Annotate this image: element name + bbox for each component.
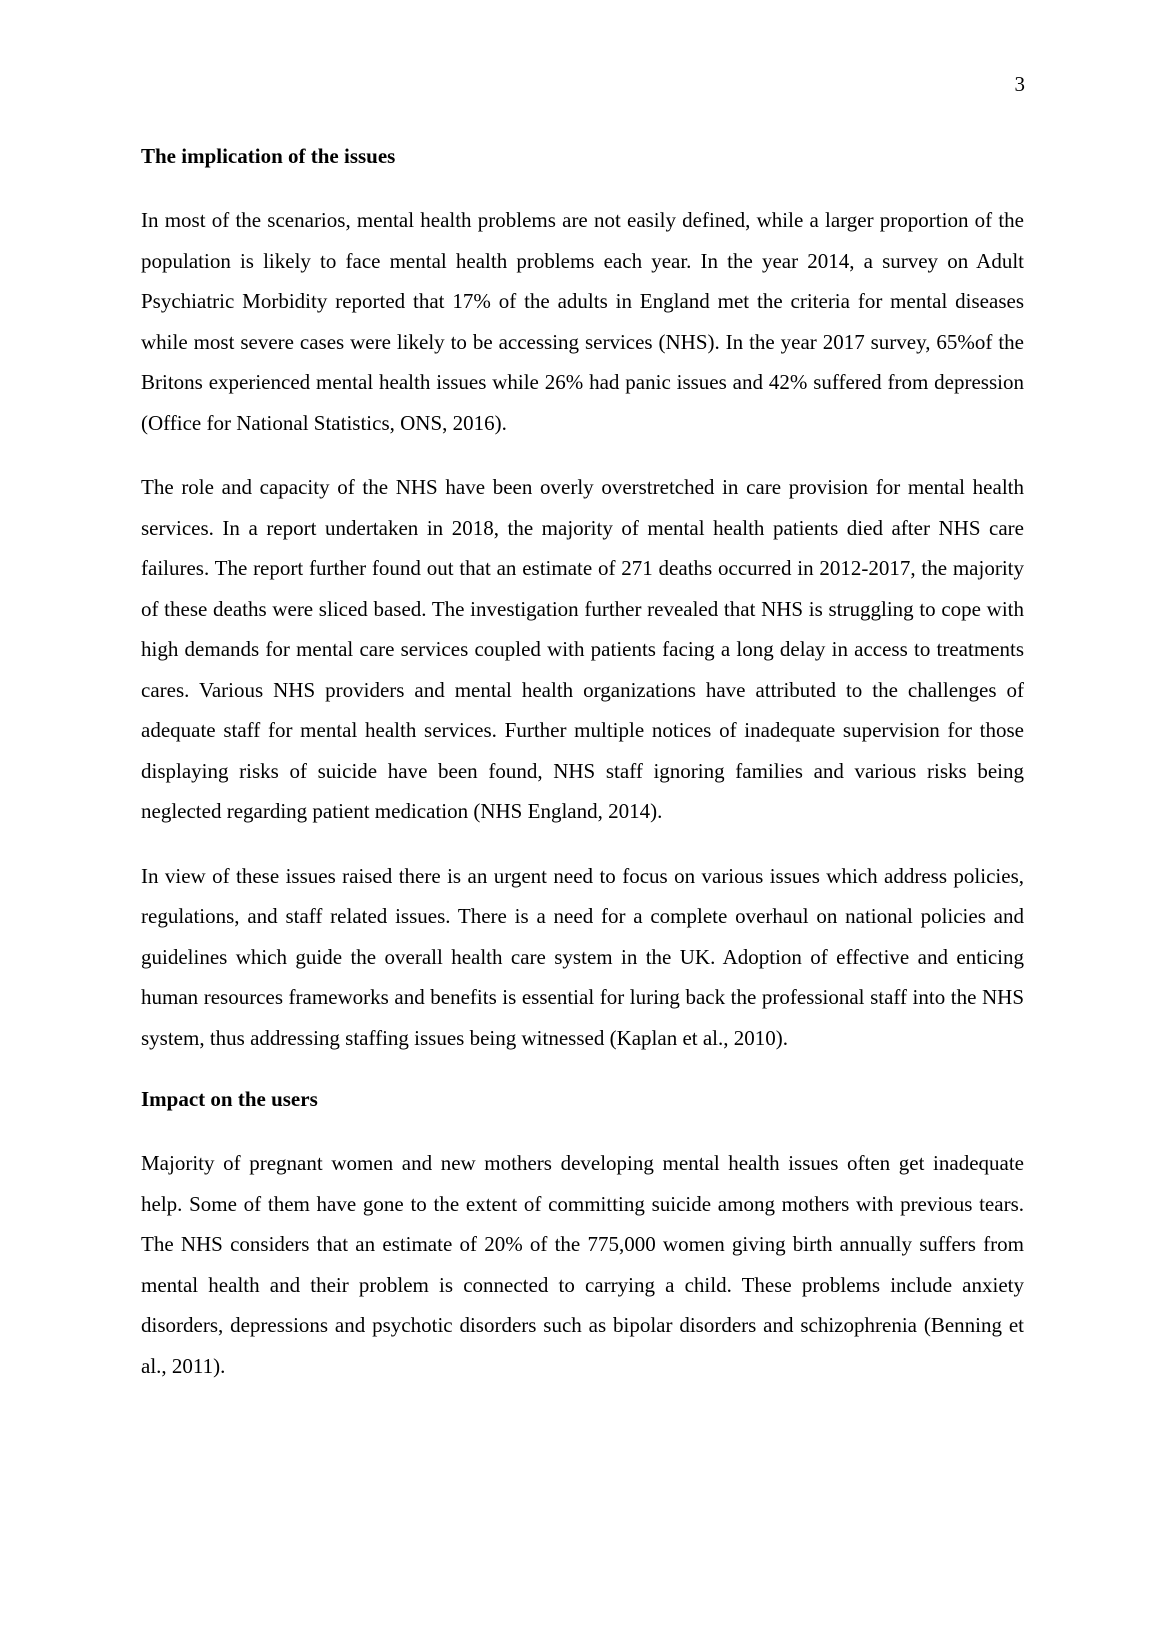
section-heading-implication: The implication of the issues <box>141 144 396 168</box>
section-heading-impact-users: Impact on the users <box>141 1087 318 1111</box>
paragraph-mental-health-prevalence: In most of the scenarios, mental health problems are not easily defined, while a larger proportion of the population is likely to face mental health problems each year. In the year 2014, a survey on Adult Psychiatric Morbidity reported that 17% of the adults in England met the criteria for mental diseases while most severe cases were likely to be accessing services (NHS). In the year 2017 survey, 65%of the Britons experienced mental health issues while 26% had panic issues and 42% suffered from depression (Office for National Statistics, ONS, 2016). <box>141 208 1024 435</box>
page-number: 3 <box>1014 72 1025 96</box>
paragraph-policy-overhaul: In view of these issues raised there is an urgent need to focus on various issues which address policies, regulations, and staff related issues. There is a need for a complete overhaul on national policies and guidelines which guide the overall health care system in the UK. Adoption of effective and enticing human resources frameworks and benefits is essential for luring back the professional staff into the NHS system, thus addressing staffing issues being witnessed (Kaplan et al., 2010). <box>141 863 1024 1050</box>
page-content <box>141 139 1024 1410</box>
paragraph-pregnant-women: Majority of pregnant women and new mothers developing mental health issues often get inadequate help. Some of them have gone to the extent of committing suicide among mothers with previous tears. The NHS considers that an estimate of 20% of the 775,000 women giving birth annually suffers from mental health and their problem is connected to carrying a child. These problems include anxiety disorders, depressions and psychotic disorders such as bipolar disorders and schizophrenia (Benning et al., 2011). <box>141 1151 1024 1378</box>
paragraph-nhs-capacity: The role and capacity of the NHS have been overly overstretched in care provision for mental health services. In a report undertaken in 2018, the majority of mental health patients died after NHS care failures. The report further found out that an estimate of 271 deaths occurred in 2012-2017, the majority of these deaths were sliced based. The investigation further revealed that NHS is struggling to cope with high demands for mental care services coupled with patients facing a long delay in access to treatments cares. Various NHS providers and mental health organizations have attributed to the challenges of adequate staff for mental health services. Further multiple notices of inadequate supervision for those displaying risks of suicide have been found, NHS staff ignoring families and various risks being neglected regarding patient medication (NHS England, 2014). <box>141 475 1024 823</box>
